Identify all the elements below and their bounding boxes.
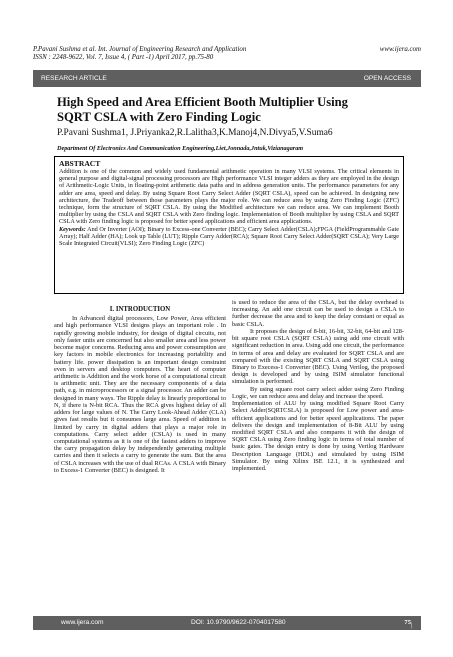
left-column bbox=[54, 299, 226, 474]
intro-paragraph-1: In Advanced digital processors, Low Power, Area efficient and high performance VLSI designs plays an important role . In rapidly growing mobile industry, for design of digital circuits, not only faster units are concerned but also smaller area and less power become major concerns. Reducing area and power consumption are key factors in mobile electronics for increasing portability and battery life. power dissipation is an important design constraint even in servers and desktop computers. The heart of computer arithmetic is Addition and the work horse of a computational circuit is arithmetic unit. They are the necessary components of a data path, e.g. in microprocessors or a signal processor. An adder can be designed in many ways. The Ripple delay is linearly proportional to N, if there is N-bit RCA. Thus the RCA gives highest delay of all adders for large values of N. The Carry Look-Ahead Adder (CLA) gives fast results but it consumes large area. Speed of addition is limited by carry in digital adders that plays a major role in computations. Carry select adder (CSLA) is used in many computational systems as it is one of the fastest adders to improve the carry propagation delay by independently generating multiple carries and then it selects a carry to generate the sum. But the area of CSLA increases with the use of dual RCAs. A CSLA with Binary to Excess-1 Converter (BEC) is designed. It bbox=[54, 315, 226, 474]
open-access-label: OPEN ACCESS bbox=[363, 75, 411, 82]
keywords-label: Keywords: bbox=[59, 225, 86, 233]
intro-paragraph-2: is used to reduce the area of the CSLA, but the delay overhead is increasing. An add one circuit can be used to design a CSLA to further decrease the area and to keep the delay constant or equal as basic CSLA. bbox=[232, 299, 404, 328]
page-footer bbox=[33, 616, 421, 657]
footer-doi: DOI: 10.9790/9622-0704017580 bbox=[191, 619, 286, 626]
abstract-text: Addition is one of the common and widely used fundamental arithmetic operation in many VLSI systems. The critical elements in general purpose and digital-signal processing processors are High performance VLSI integer adders as they are employed in the design of Arithmetic-Logic Units, in floating-point arithmetic data paths and in address generation units. The performance parameters for any adder are area, speed and delay. By using Square Root Carry Select Adder (SQRT CSLA), speed can be achieved. In designing new architecture, the Tradeoff between those parameters plays the major role. We can reduce area by using Zero Finding Logic (ZFC) technique, form the structure of SQRT CSLA. By using the Modified architecture we can reduce area. We can implement Booth multiplier by using the CSLA and SQRT CSLA with Zero finding logic. Implementation of Booth multiplier by using CSLA and SQRT CSLA with Zero finding logic is proposed for better speed applications and efficient area applications. bbox=[59, 168, 399, 226]
page-number-value: 75 bbox=[404, 619, 411, 626]
affiliation: Department Of Electronics And Communication Engineering,Liet,Jonnada,Jntuk,Vizianagaram bbox=[57, 145, 304, 152]
section-heading-introduction: I. INTRODUCTION bbox=[109, 306, 171, 313]
issn-line: ISSN : 2248-9622, Vol. 7, Issue 4, ( Part -1) April 2017, pp.75-80 bbox=[33, 54, 214, 61]
keywords-text: And Or Inverter (AOI); Binary to Excess-one Converter (BEC); Carry Select Adder(CSLA);FPGA (FieldProgrammable Gate Array); Half Adder (HA); Look up Table (LUT); Ripple Carry Adder(RCA); Square Root Carry Select Adder(SQRT CSLA); Very Large Scale Integrated Circuit(VLSI); Zero Finding Logic (ZFC) bbox=[59, 225, 399, 248]
keywords bbox=[59, 226, 399, 248]
intro-paragraph-4: By using square root carry select adder using Zero Finding Logic, we can reduce area and delay and increase the speed. bbox=[232, 385, 404, 400]
abstract-heading: ABSTRACT bbox=[59, 159, 101, 168]
paper-title: High Speed and Area Efficient Booth Multiplier Using SQRT CSLA with Zero Finding Logic bbox=[57, 95, 348, 124]
intro-paragraph-3: It proposes the design of 8-bit, 16-bit, 32-bit, 64-bit and 128-bit square root CSLA (SQRT CSLA) using add one circuit with significant reduction in area. Using add one circuit, the performance in terms of area and delay are evaluated for SQRT CSLA and are compared with the existing SQRT CSLA and SQRT CSLA using Binary to Execess-1 Converter (BEC). Using Verilog, the proposed design is developed and by using ISIM simulator functional simulation is performed. bbox=[232, 327, 404, 386]
running-header bbox=[33, 46, 421, 54]
author-list: P.Pavani Sushma1, J.Priyanka2,R.Lalitha3,K.Manoj4,N.Divya5,V.Suma6 bbox=[57, 128, 333, 138]
article-banner bbox=[33, 70, 421, 87]
abstract-box bbox=[54, 156, 404, 294]
right-column bbox=[232, 299, 404, 472]
intro-paragraph-5: Implementation of ALU by using modified Square Root Carry Select Adder(SQRTCSLA) is proposed for Low power and area-efficient applications and for better speed applications. The paper delivers the design and implementation of 8-Bit ALU by using modified SQRT CSLA and also compares it with the design of SQRT CSLA using Zero finding logic in terms of total number of basic gates. The design entry is done by using Verilog Hardware Description Language (HDL) and simulated by using ISIM Simulator. By using Xilinx ISE 12.1, it is synthesized and implemented. bbox=[232, 400, 404, 473]
page-number bbox=[404, 619, 415, 657]
journal-url[interactable]: www.ijera.com bbox=[379, 46, 421, 53]
footer-url[interactable]: www.ijera.com bbox=[61, 619, 104, 626]
journal-citation: P.Pavani Sushma et al. Int. Journal of Engineering Research and Application bbox=[33, 46, 247, 53]
article-type-label: RESEARCH ARTICLE bbox=[41, 75, 107, 82]
page-label: | P a g e bbox=[411, 622, 415, 657]
